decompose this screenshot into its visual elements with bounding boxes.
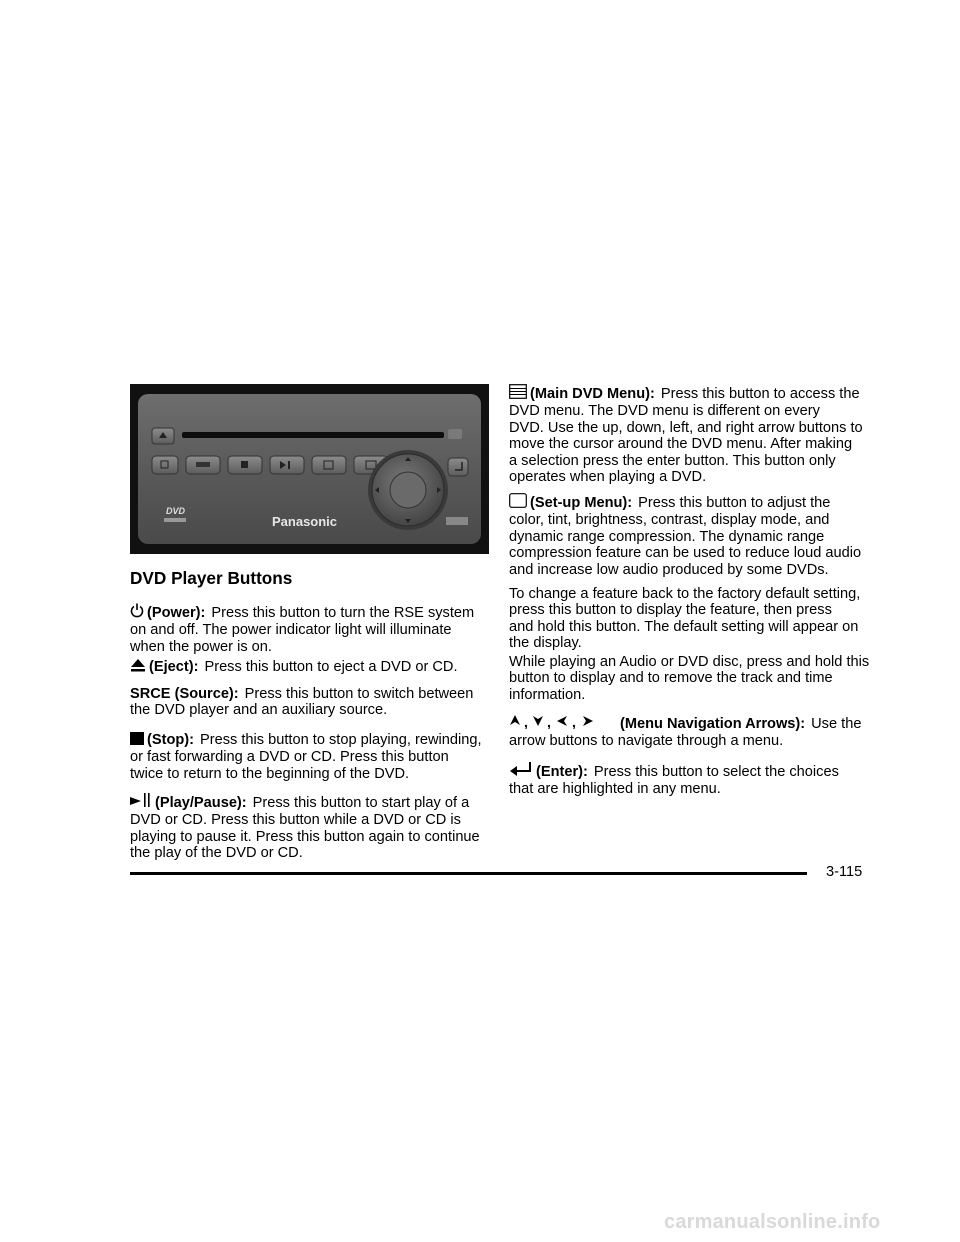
track-info-paragraph xyxy=(509,654,871,703)
setup-menu-line-4: compression feature can be used to reduce loud audio xyxy=(509,545,862,562)
power-icon xyxy=(130,603,144,622)
dvd-player-photo xyxy=(130,384,489,554)
stop-line-3: twice to return to the beginning of the DVD. xyxy=(130,765,410,782)
source-label: SRCE (Source): xyxy=(130,686,239,702)
default-line-4: the display. xyxy=(509,635,582,652)
default-setting-paragraph xyxy=(509,586,871,652)
footer-rule xyxy=(130,872,807,875)
source-line-1: Press this button to switch between xyxy=(244,686,474,702)
eject-label: (Eject): xyxy=(149,659,199,675)
default-line-2: press this button to display the feature, then press xyxy=(509,602,832,619)
main-menu-line-4: move the cursor around the DVD menu. After making xyxy=(509,436,853,453)
setup-menu-line-5: and increase low audio produced by some DVDs. xyxy=(509,561,829,578)
stop-entry xyxy=(130,732,490,782)
play-pause-line-2: DVD or CD. Press this button while a DVD or CD is xyxy=(130,812,461,829)
navigation-line-2: arrow buttons to navigate through a menu. xyxy=(509,733,784,750)
navigation-line-1: Use the xyxy=(811,716,862,732)
power-line-2: on and off. The power indicator light will illuminate xyxy=(130,622,452,639)
source-entry xyxy=(130,686,490,719)
main-menu-line-5: a selection press the enter button. This button only xyxy=(509,452,836,469)
stop-label: (Stop): xyxy=(147,732,195,748)
setup-menu-line-3: dynamic range compression. The dynamic range xyxy=(509,528,825,545)
main-menu-line-6: operates when playing a DVD. xyxy=(509,469,707,486)
enter-icon xyxy=(509,761,533,781)
default-line-3: and hold this button. The default setting will appear on xyxy=(509,618,859,635)
navigation-arrows-entry xyxy=(509,713,871,750)
svg-text:,: , xyxy=(524,714,528,729)
brand-logo: Panasonic xyxy=(272,514,338,529)
power-line-3: when the power is on. xyxy=(130,638,272,655)
enter-entry xyxy=(509,761,871,798)
main-menu-line-3: DVD. Use the up, down, left, and right arrow buttons to xyxy=(509,419,863,436)
stop-icon xyxy=(130,732,144,749)
setup-menu-line-2: color, tint, brightness, contrast, display mode, and xyxy=(509,512,830,529)
svg-text:,: , xyxy=(572,714,576,729)
enter-line-2: that are highlighted in any menu. xyxy=(509,781,721,798)
track-line-3: information. xyxy=(509,686,586,703)
main-menu-label: (Main DVD Menu): xyxy=(530,386,655,402)
dvd-player-illustration xyxy=(130,384,489,554)
navigation-arrows-label: (Menu Navigation Arrows): xyxy=(620,716,806,732)
play-pause-icon xyxy=(130,792,152,812)
stop-line-2: or fast forwarding a DVD or CD. Press this button xyxy=(130,749,449,766)
svg-text:,: , xyxy=(547,714,551,729)
default-line-1: To change a feature back to the factory default setting, xyxy=(509,586,861,602)
play-pause-line-1: Press this button to start play of a xyxy=(252,795,470,811)
power-label: (Power): xyxy=(147,605,206,621)
main-menu-line-2: DVD menu. The DVD menu is different on every xyxy=(509,403,820,420)
setup-menu-label: (Set-up Menu): xyxy=(530,495,633,511)
setup-menu-icon xyxy=(509,493,527,512)
eject-line-1: Press this button to eject a DVD or CD. xyxy=(204,659,458,675)
play-pause-entry xyxy=(130,792,490,862)
stop-line-1: Press this button to stop playing, rewinding, xyxy=(200,732,482,748)
enter-label: (Enter): xyxy=(536,764,588,780)
page-number: 3-115 xyxy=(826,864,863,880)
source-line-2: the DVD player and an auxiliary source. xyxy=(130,702,388,719)
main-menu-icon xyxy=(509,384,527,403)
track-line-2: button to display and to remove the track and time xyxy=(509,670,833,687)
power-line-1: Press this button to turn the RSE system xyxy=(211,605,475,621)
track-line-1: While playing an Audio or DVD disc, press and hold this xyxy=(509,654,870,670)
power-entry xyxy=(130,603,490,655)
play-pause-label: (Play/Pause): xyxy=(155,795,247,811)
setup-menu-line-1: Press this button to adjust the xyxy=(638,495,831,511)
dvd-logo: DVD xyxy=(166,506,186,516)
eject-entry xyxy=(130,658,490,676)
section-title: DVD Player Buttons xyxy=(130,568,293,588)
main-menu-entry xyxy=(509,384,871,485)
play-pause-line-4: the play of the DVD or CD. xyxy=(130,845,303,862)
enter-line-1: Press this button to select the choices xyxy=(593,764,839,780)
main-menu-line-1: Press this button to access the xyxy=(660,386,860,402)
navigation-arrows-icon xyxy=(509,713,617,733)
watermark: carmanualsonline.info xyxy=(664,1211,881,1233)
play-pause-line-3: playing to pause it. Press this button again to continue xyxy=(130,828,480,845)
setup-menu-entry xyxy=(509,493,871,578)
eject-icon xyxy=(130,658,146,676)
